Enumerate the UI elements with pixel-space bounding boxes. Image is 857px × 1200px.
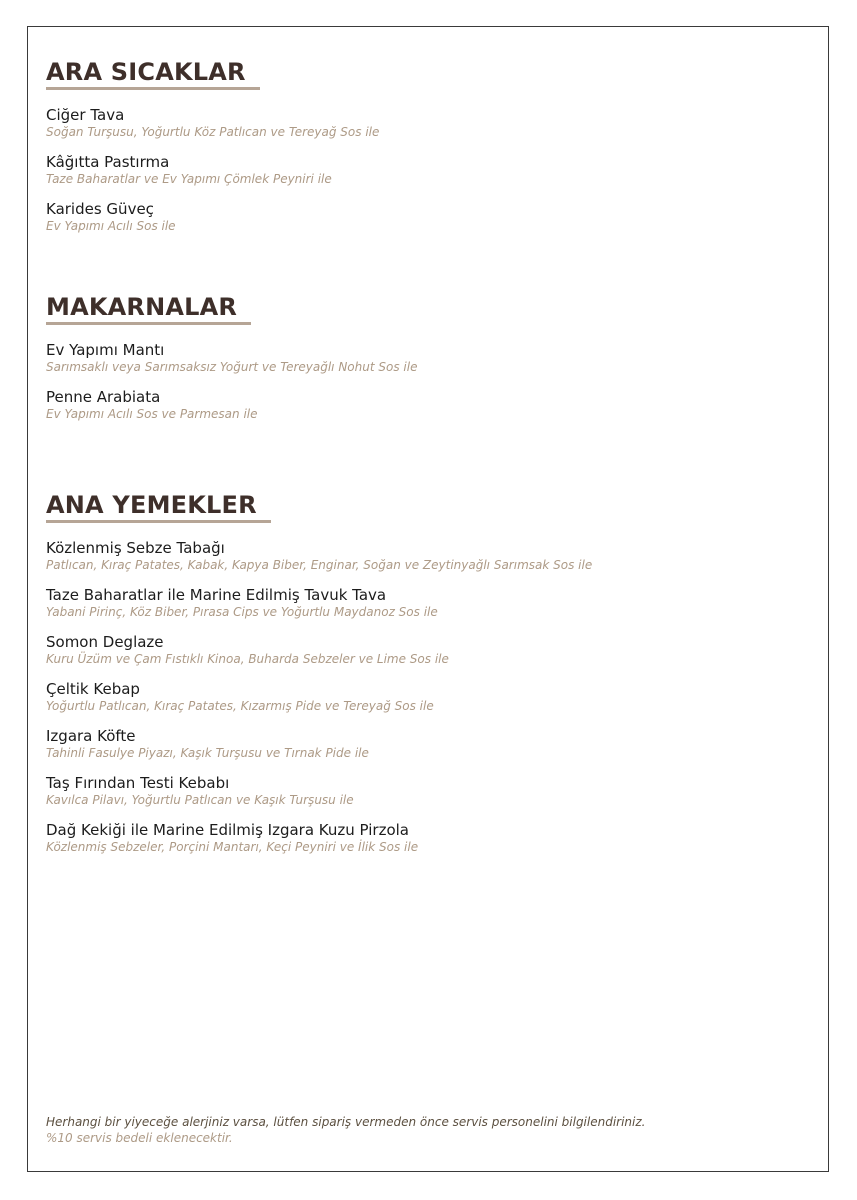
menu-item: [46, 341, 417, 375]
menu-item-name: Penne Arabiata: [46, 388, 161, 406]
menu-item: [46, 727, 592, 761]
section-title: MAKARNALAR: [46, 293, 251, 321]
menu-item-description: Kavılca Pilavı, Yoğurtlu Patlıcan ve Kaşık Turşusu ile: [46, 793, 354, 807]
menu-item-name: Izgara Köfte: [46, 727, 136, 745]
section-makarnalar: [46, 293, 417, 435]
menu-item: [46, 821, 592, 855]
menu-item-name: Ev Yapımı Mantı: [46, 341, 165, 359]
menu-item-name: Karides Güveç: [46, 200, 154, 218]
menu-item-description: Tahinli Fasulye Piyazı, Kaşık Turşusu ve Tırnak Pide ile: [46, 746, 369, 760]
menu-item: [46, 774, 592, 808]
menu-item: [46, 153, 379, 187]
menu-item: [46, 106, 379, 140]
menu-item-list: [46, 341, 417, 422]
menu-item: [46, 633, 592, 667]
menu-item-description: Ev Yapımı Acılı Sos ile: [46, 219, 176, 233]
menu-item: [46, 586, 592, 620]
menu-item: [46, 539, 592, 573]
menu-item-description: Sarımsaklı veya Sarımsaksız Yoğurt ve Tereyağlı Nohut Sos ile: [46, 360, 418, 374]
menu-item-description: Ev Yapımı Acılı Sos ve Parmesan ile: [46, 407, 258, 421]
menu-item-description: Soğan Turşusu, Yoğurtlu Köz Patlıcan ve Tereyağ Sos ile: [46, 125, 380, 139]
service-fee-note: %10 servis bedeli eklenecektir.: [46, 1131, 233, 1145]
menu-item-description: Közlenmiş Sebzeler, Porçini Mantarı, Keçi Peyniri ve İlik Sos ile: [46, 840, 419, 854]
menu-item-description: Taze Baharatlar ve Ev Yapımı Çömlek Peyniri ile: [46, 172, 332, 186]
section-title: ARA SICAKLAR: [46, 58, 260, 86]
menu-item-name: Somon Deglaze: [46, 633, 164, 651]
allergy-note: Herhangi bir yiyeceğe alerjiniz varsa, lütfen sipariş vermeden önce servis personelini bilgilendiriniz.: [46, 1115, 646, 1129]
menu-item-description: Kuru Üzüm ve Çam Fıstıklı Kinoa, Buharda Sebzeler ve Lime Sos ile: [46, 652, 449, 666]
menu-item: [46, 200, 379, 234]
menu-item-description: Yoğurtlu Patlıcan, Kıraç Patates, Kızarmış Pide ve Tereyağ Sos ile: [46, 699, 434, 713]
menu-item: [46, 388, 417, 422]
menu-item-description: Yabani Pirinç, Köz Biber, Pırasa Cips ve Yoğurtlu Maydanoz Sos ile: [46, 605, 438, 619]
menu-item-name: Dağ Kekiği ile Marine Edilmiş Izgara Kuzu Pirzola: [46, 821, 410, 839]
menu-item-name: Közlenmiş Sebze Tabağı: [46, 539, 225, 557]
menu-item-name: Çeltik Kebap: [46, 680, 140, 698]
section-ara-sicaklar: [46, 58, 379, 247]
section-title: ANA YEMEKLER: [46, 491, 271, 519]
menu-item-name: Ciğer Tava: [46, 106, 125, 124]
menu-item-description: Patlıcan, Kıraç Patates, Kabak, Kapya Biber, Enginar, Soğan ve Zeytinyağlı Sarımsak Sos ile: [46, 558, 593, 572]
menu-item: [46, 680, 592, 714]
menu-item-list: [46, 539, 592, 855]
menu-item-list: [46, 106, 379, 234]
section-ana-yemekler: [46, 491, 592, 868]
menu-footer: [46, 1114, 645, 1146]
menu-item-name: Taze Baharatlar ile Marine Edilmiş Tavuk Tava: [46, 586, 387, 604]
menu-item-name: Kâğıtta Pastırma: [46, 153, 170, 171]
menu-item-name: Taş Fırından Testi Kebabı: [46, 774, 230, 792]
